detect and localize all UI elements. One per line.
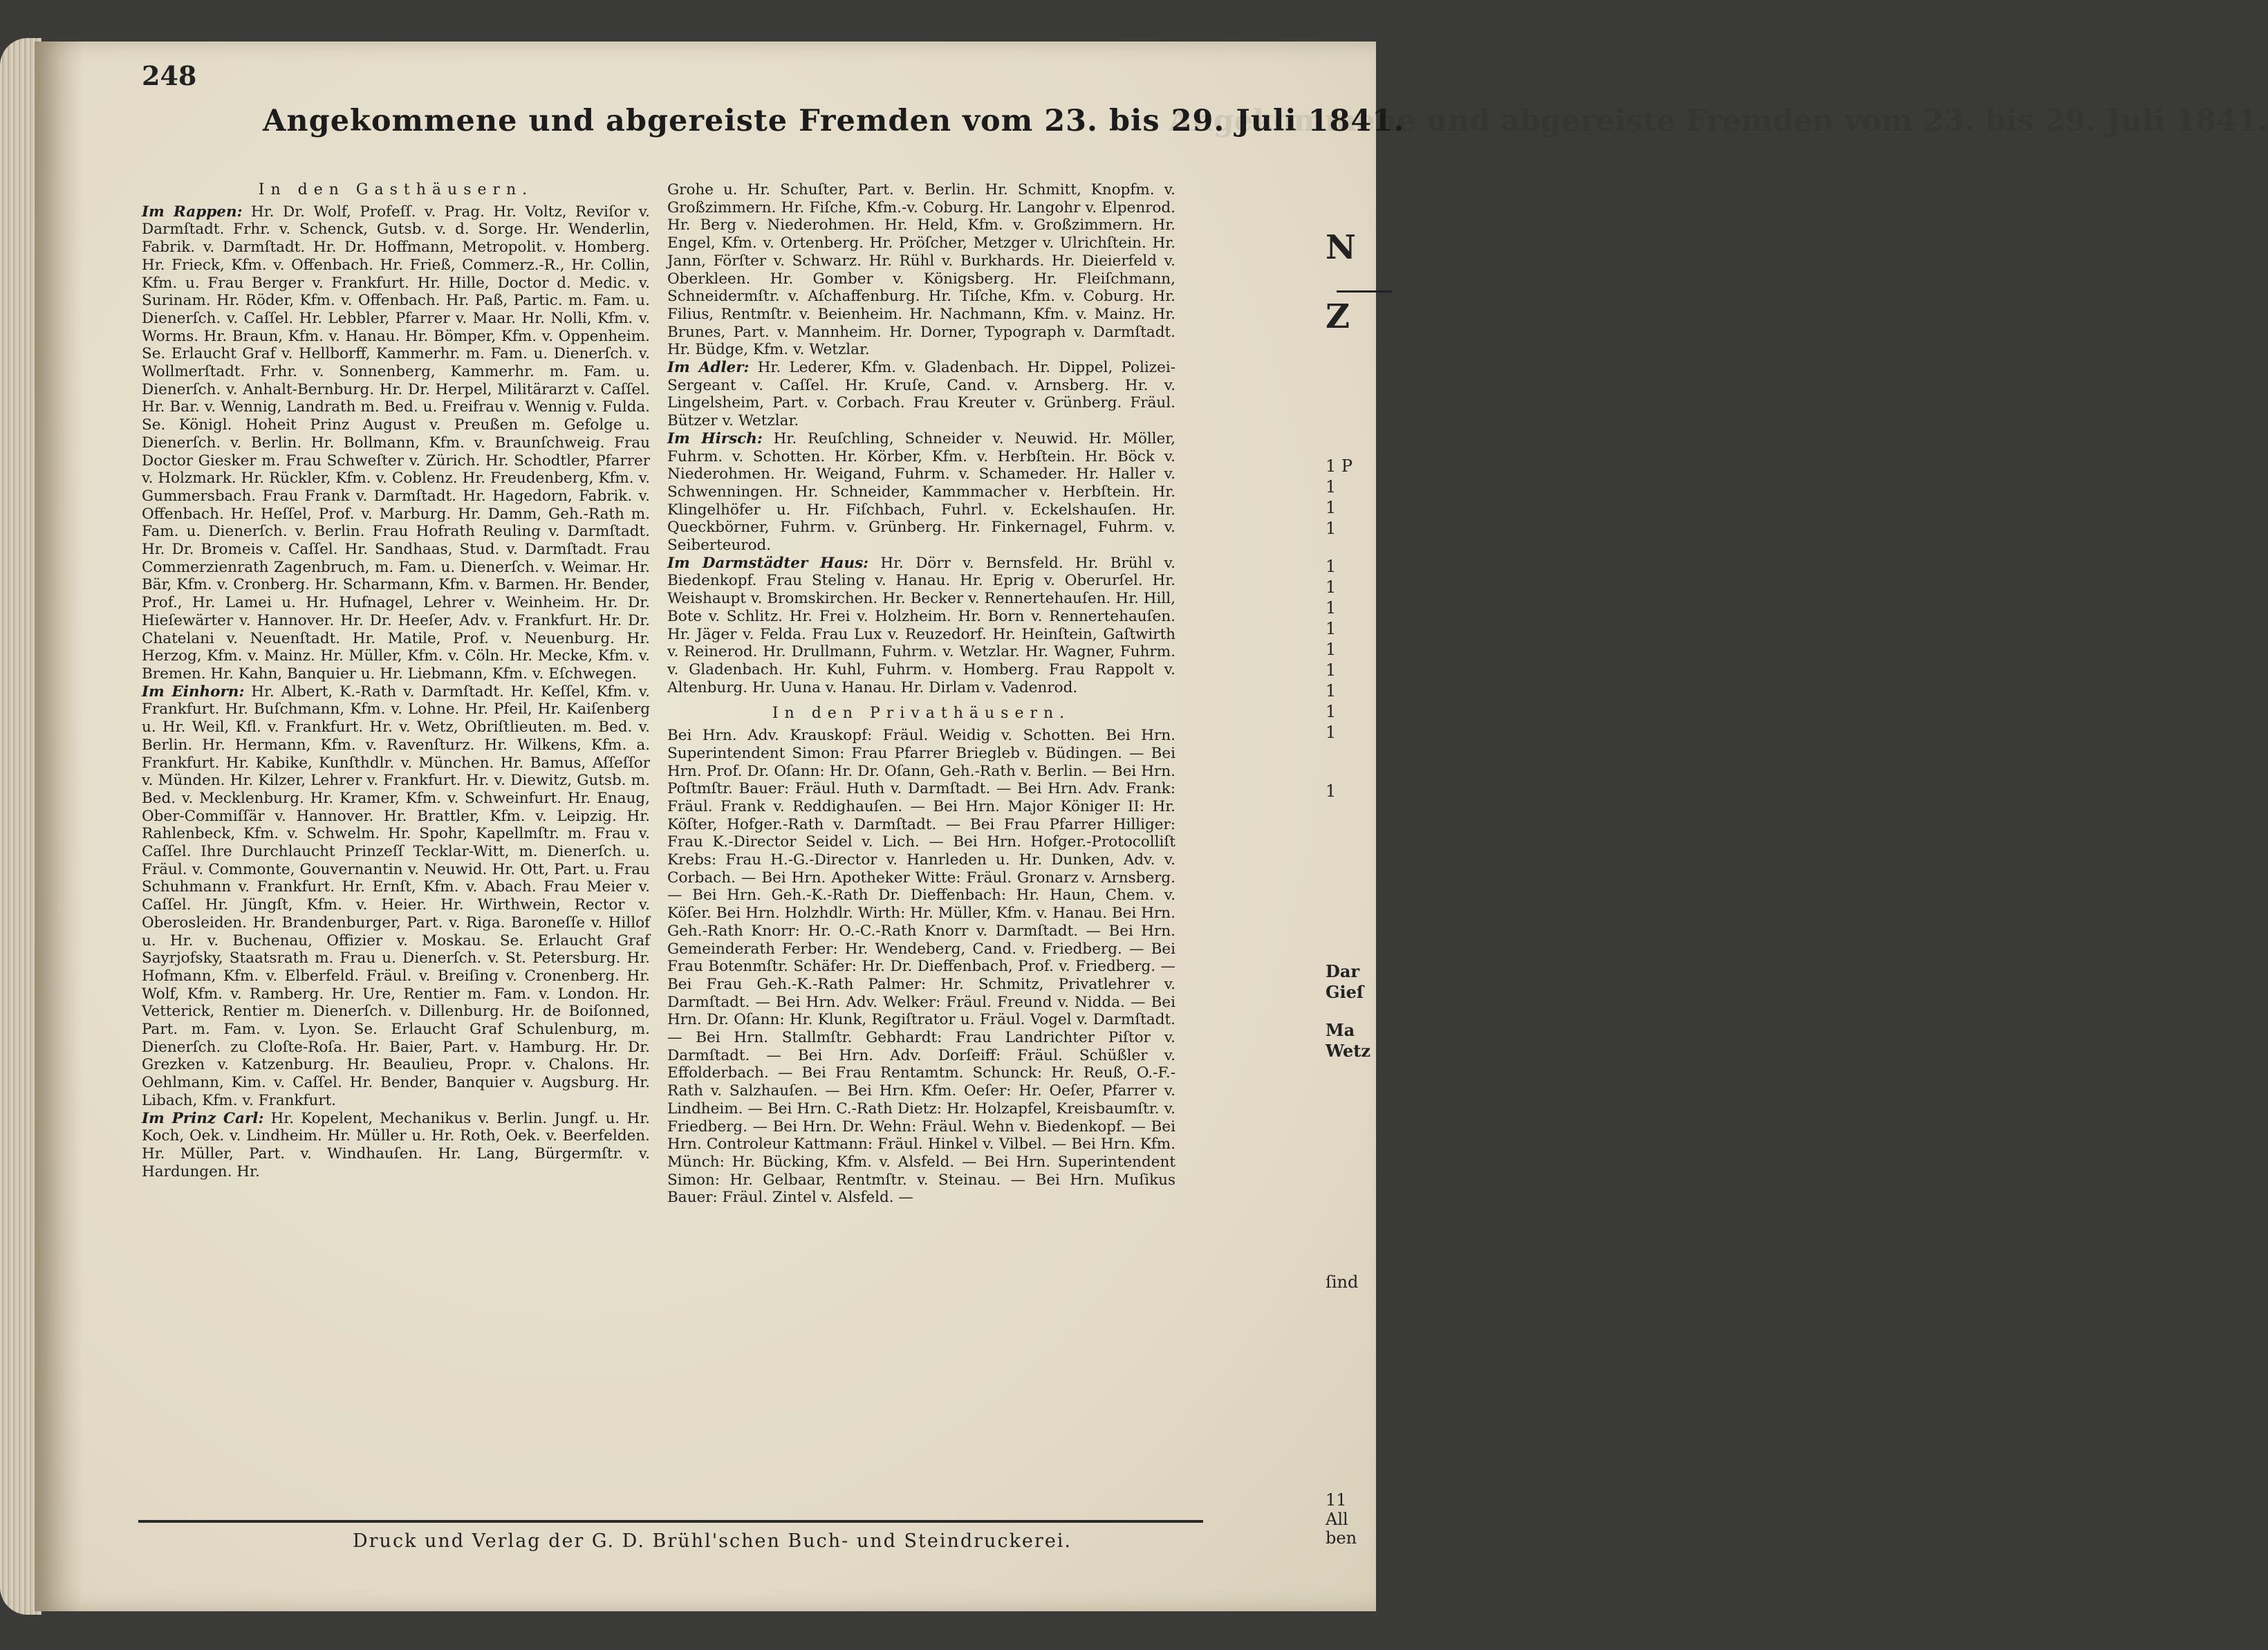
fragment-one: 1 [1326,723,1337,742]
fragment-word: Wetz [1326,1041,1370,1061]
page-number: 248 [142,60,197,91]
fragment-one: 1 [1326,702,1337,721]
right-column [667,181,1175,1443]
fragment-word: ſind [1326,1272,1359,1292]
adjacent-page-fragment [1317,228,1383,1548]
page-title: Angekommene und abgereiste Fremden vom 23. bis 29. Juli 1841. [263,104,1405,138]
guest-list: Hr. Kopelent, Mechanikus v. Berlin. Jungf. u. Hr. Koch, Oek. v. Lindheim. Hr. Müller u. Hr. Roth, Oek. v. Beerfelden. Hr. Müller, Part. v. Windhauſen. Hr. Lang, Bürgermſtr. v. Hardungen. Hr. [142,1109,650,1180]
inn-entry-einhorn [142,683,650,1110]
fragment-one: 1 [1326,557,1337,576]
inn-name: Im Hirsch: [667,429,763,447]
fragment-one: 1 [1326,660,1337,680]
inn-entry-adler [667,359,1175,430]
inn-name: Im Rappen: [142,203,243,221]
fragment-one: 1 [1326,598,1337,618]
guest-list: Grohe u. Hr. Schuſter, Part. v. Berlin. Hr. Schmitt, Knopfm. v. Großzimmern. Hr. Fiſche, Kfm.-v. Coburg. Hr. Langohr v. Elpenrod. Hr. Berg v. Niederohmen. Hr. Held, Kfm. v. Großzimmern. Hr. Engel, Kfm. v. Ortenberg. Hr. Pröſcher, Metzger v. Ulrichſtein. Hr. Jann, Förſter v. Schwarz. Hr. Rühl v. Burkhards. Hr. Dieierfeld v. Oberkleen. Hr. Gomber v. Königsberg. Hr. Fleiſchmann, Schneidermſtr. v. Aſchaffenburg. Hr. Tiſche, Kfm. v. Coburg. Hr. Filius, Rentmſtr. v. Beienheim. Hr. Nachmann, Kfm. v. Mainz. Hr. Brunes, Part. v. Mannheim. Hr. Dorner, Typograph v. Darmſtadt. Hr. Büdge, Kfm. v. Wetzlar. [667,181,1175,359]
inn-name: Im Darmstädter Haus: [667,554,869,572]
fragment-one: 1 [1326,519,1337,538]
inn-entry-hirsch [667,430,1175,555]
fragment-one: 1 [1326,640,1337,659]
fragment-one: 1 [1326,619,1337,638]
fragment-one: 1 [1326,781,1337,801]
fragment-rule [1337,290,1392,293]
guest-list: Hr. Dr. Wolf, Profeſſ. v. Prag. Hr. Voltz, Reviſor v. Darmſtadt. Frhr. v. Schenck, Gutsb. v. d. Sorge. Hr. Wenderlin, Fabrik. v. Darmſtadt. Hr. Dr. Hoffmann, Metropolit. v. Homberg. Hr. Frieck, Kfm. v. Offenbach. Hr. Frieß, Commerz.-R., Hr. Collin, Kfm. u. Frau Berger v. Frankfurt. Hr. Hille, Doctor d. Medic. v. Surinam. Hr. Röder, Kfm. v. Offenbach. Hr. Paß, Partic. m. Fam. u. Dienerſch. v. Caſſel. Hr. Lebbler, Pfarrer v. Maar. Hr. Nolli, Kfm. v. Worms. Hr. Braun, Kfm. v. Hanau. Hr. Bömper, Kfm. v. Oppenheim. Se. Erlaucht Graf v. Hellborff, Kammerhr. m. Fam. u. Dienerſch. v. Wollmerſtadt. Frhr. v. Sonnenberg, Kammerhr. m. Fam. u. Dienerſch. v. Anhalt-Bernburg. Hr. Dr. Herpel, Militärarzt v. Caſſel. Hr. Bar. v. Wennig, Landrath m. Bed. u. Freifrau v. Wennig v. Fulda. Se. Königl. Hoheit Prinz August v. Preußen m. Gefolge u. Dienerſch. v. Berlin. Hr. Bollmann, Kfm. v. Braunſchweig. Frau Doctor Giesker m. Frau Schweſter v. Zürich. Hr. Schodtler, Pfarrer v. Holzmark. Hr. Rückler, Kfm. v. Coblenz. Hr. Freudenberg, Kfm. v. Gummersbach. Frau Frank v. Darmſtadt. Hr. Hagedorn, Fabrik. v. Offenbach. Hr. Heſſel, Prof. v. Marburg. Hr. Damm, Geh.-Rath m. Fam. u. Dienerſch. v. Berlin. Frau Hofrath Reuling v. Darmſtadt. Hr. Dr. Bromeis v. Caſſel. Hr. Sandhaas, Stud. v. Darmſtadt. Frau Commerzienrath Zagenbruch, m. Fam. u. Dienerſch. v. Weimar. Hr. Bär, Kfm. v. Cronberg. Hr. Scharmann, Kfm. v. Barmen. Hr. Bender, Prof., Hr. Lamei u. Hr. Hufnagel, Lehrer v. Weinheim. Hr. Dr. Hieſewärter v. Hannover. Hr. Dr. Heeſer, Adv. v. Frankfurt. Hr. Dr. Chatelani v. Neuenſtadt. Hr. Matile, Prof. v. Neuenburg. Hr. Herzog, Kfm. v. Mainz. Hr. Müller, Kfm. v. Cöln. Hr. Mecke, Kfm. v. Bremen. Hr. Kahn, Banquier u. Hr. Liebmann, Kfm. v. Eſchwegen. [142,203,651,683]
inn-name: Im Prinz Carl: [142,1109,264,1127]
inn-name: Im Adler: [667,359,750,377]
printer-imprint: Druck und Verlag der G. D. Brühl'schen Buch- und Steindruckerei. [353,1530,1072,1552]
fragment-word: Gieſ [1326,982,1364,1002]
fragment-letter: N [1326,228,1356,267]
spine-shadow [35,41,83,1611]
section-heading-private-houses: In den Privathäusern. [772,705,1071,723]
fragment-word: Ma [1326,1020,1355,1040]
private-houses-list: Bei Hrn. Adv. Krauskopf: Fräul. Weidig v. Schotten. Bei Hrn. Superintendent Simon: Frau Pfarrer Briegleb v. Büdingen. — Bei Hrn. Prof. Dr. Oſann: Hr. Dr. Oſann, Geh.-Rath v. Berlin. — Bei Hrn. Poſtmſtr. Bauer: Fräul. Huth v. Darmſtadt. — Bei Hrn. Adv. Frank: Fräul. Frank v. Reddighauſen. — Bei Hrn. Major Königer II: Hr. Köſter, Hofger.-Rath v. Darmſtadt. — Bei Frau Pfarrer Hilliger: Frau K.-Director Seidel v. Lich. — Bei Hrn. Hofger.-Protocolliſt Krebs: Frau H.-G.-Director v. Hanrleden u. Hr. Dunken, Adv. v. Corbach. — Bei Hrn. Apotheker Witte: Fräul. Gronarz v. Arnsberg. — Bei Hrn. Geh.-K.-Rath Dr. Dieffenbach: Hr. Haun, Chem. v. Köſer. Bei Hrn. Holzhdlr. Wirth: Hr. Müller, Kfm. v. Hanau. Bei Hrn. Geh.-Rath Knorr: Hr. O.-C.-Rath Knorr v. Darmſtadt. — Bei Hrn. Gemeinderath Ferber: Hr. Wendeberg, Cand. v. Friedberg. — Bei Frau Botenmſtr. Schäfer: Hr. Dr. Dieffenbach, Prof. v. Friedberg. — Bei Frau Geh.-K.-Rath Palmer: Hr. Schmitz, Privatlehrer v. Darmſtadt. — Bei Hrn. Adv. Welker: Fräul. Freund v. Nidda. — Bei Hrn. Dr. Oſann: Hr. Klunk, Regiſtrator u. Fräul. Vogel v. Darmſtadt. — Bei Hrn. Stallmſtr. Gebhardt: Frau Landrichter Piſtor v. Darmſtadt. — Bei Hrn. Adv. Dorſeiff: Fräul. Schüßler v. Effolderbach. — Bei Frau Rentamtm. Schunck: Hr. Reuß, O.-F.-Rath v. Salzhauſen. — Bei Hrn. Kfm. Oeſer: Hr. Oeſer, Pfarrer v. Lindheim. — Bei Hrn. C.-Rath Dietz: Hr. Holzapfel, Kreisbaumſtr. v. Friedberg. — Bei Hrn. Dr. Wehn: Fräul. Wehn v. Biedenkopf. — Bei Hrn. Controleur Kattmann: Fräul. Hinkel v. Vilbel. — Bei Hrn. Kfm. Münch: Hr. Bücking, Kfm. v. Alsfeld. — Bei Hrn. Superintendent Simon: Hr. Gelbaar, Rentmſtr. v. Steinau. — Bei Hrn. Muſikus Bauer: Fräul. Zintel v. Alsfeld. — [667,727,1175,1207]
bleed-through-title: Angekommene und abgereiste Fremden vom 23. bis 29. Juli 1841. [1169,104,2268,138]
fragment-one: 1 [1326,498,1337,517]
fragment-word: 11 [1326,1490,1347,1510]
footer-rule [138,1520,1203,1523]
left-column [142,181,650,1492]
guest-list: Hr. Albert, K.-Rath v. Darmſtadt. Hr. Keſſel, Kfm. v. Frankfurt. Hr. Buſchmann, Kfm. v. Lohne. Hr. Pfeil, Hr. Kaiſenberg u. Hr. Weil, Kfl. v. Frankfurt. Hr. v. Wetz, Obriſtlieuten. m. Bed. v. Berlin. Hr. Hermann, Kfm. v. Ravenſturz. Hr. Wilkens, Kfm. a. Frankfurt. Hr. Kabike, Kunſthdlr. v. München. Hr. Bamus, Aſſeſſor v. Münden. Hr. Kilzer, Lehrer v. Frankfurt. Hr. v. Diewitz, Gutsb. m. Bed. v. Mecklenburg. Hr. Kramer, Kfm. v. Schweinfurt. Hr. Enaug, Ober-Commiſſär v. Hannover. Hr. Brattler, Kfm. v. Leipzig. Hr. Rahlenbeck, Kfm. v. Schwelm. Hr. Spohr, Kapellmſtr. m. Frau v. Caſſel. Ihre Durchlaucht Prinzeſſ Tecklar-Witt, m. Dienerſch. u. Fräul. v. Commonte, Gouvernantin v. Neuwid. Hr. Ott, Part. u. Frau Schuhmann v. Frankfurt. Hr. Ernſt, Kfm. v. Abach. Frau Meier v. Caſſel. Hr. Jüngſt, Kfm. v. Heier. Hr. Wirthwein, Rector v. Oberosleiden. Hr. Brandenburger, Part. v. Riga. Baroneſſe v. Hillof u. Hr. v. Buchenau, Offizier v. Moskau. Se. Erlaucht Graf Sayrjofsky, Staatsrath m. Frau u. Dienerſch. v. St. Petersburg. Hr. Hofmann, Kfm. v. Elberfeld. Fräul. v. Breiſing v. Cronenberg. Hr. Wolf, Kfm. v. Ramberg. Hr. Ure, Rentier m. Fam. v. London. Hr. Vetterick, Rentier m. Dienerſch. v. Dillenburg. Hr. de Boiſonned, Part. m. Fam. v. Lyon. Se. Erlaucht Graf Schulenburg, m. Dienerſch. zu Cloſte-Roſa. Hr. Baier, Part. v. Hamburg. Hr. Dr. Grezken v. Katzenburg. Hr. Beaulieu, Propr. v. Chalons. Hr. Oehlmann, Kim. v. Caſſel. Hr. Bender, Banquier v. Augsburg. Hr. Libach, Kfm. v. Frankfurt. [142,683,650,1109]
fragment-one: 1 [1326,477,1337,497]
fragment-one: 1 [1326,681,1337,701]
fragment-word: ben [1326,1528,1357,1548]
fragment-one: 1 P [1326,456,1353,476]
guest-list: Hr. Lederer, Kfm. v. Gladenbach. Hr. Dippel, Polizei-Sergeant v. Caſſel. Hr. Kruſe, Cand. v. Arnsberg. Hr. v. Lingelsheim, Part. v. Corbach. Frau Kreuter v. Grünberg. Fräul. Bützer v. Wetzlar. [667,359,1176,430]
fragment-word: All [1326,1510,1348,1529]
fragment-letter: Z [1326,297,1350,336]
inn-entry-rappen [142,203,650,683]
guest-list: Hr. Reuſchling, Schneider v. Neuwid. Hr. Möller, Fuhrm. v. Schotten. Hr. Körber, Kfm. v. Herbſtein. Hr. Böck v. Niederohmen. Hr. Weigand, Fuhrm. v. Schameder. Hr. Haller v. Schwenningen. Hr. Schneider, Kammmacher v. Herbſtein. Hr. Klingelhöfer u. Hr. Fiſchbach, Fuhrl. v. Eckelshauſen. Hr. Queckbörner, Fuhrm. v. Grünberg. Hr. Finkernagel, Fuhrm. v. Seiberteurod. [667,429,1175,555]
inn-entry-darmstaedter-haus [667,555,1175,697]
guest-list: Hr. Dörr v. Bernsfeld. Hr. Brühl v. Biedenkopf. Frau Steling v. Hanau. Hr. Eprig v. Oberurſel. Hr. Weishaupt v. Bromskirchen. Hr. Becker v. Rennertehauſen. Hr. Hill, Bote v. Schlitz. Hr. Frei v. Holzheim. Hr. Born v. Rennertehauſen. Hr. Jäger v. Felda. Frau Lux v. Reuzedorf. Hr. Heinſtein, Gaſtwirth v. Reinerod. Hr. Drullmann, Fuhrm. v. Wetzlar. Hr. Wagner, Fuhrm. v. Gladenbach. Hr. Kuhl, Fuhrm. v. Homberg. Frau Rappolt v. Altenburg. Hr. Uuna v. Hanau. Hr. Dirlam v. Vadenrod. [667,554,1175,696]
fragment-one: 1 [1326,577,1337,597]
inn-entry-continued [667,181,1175,359]
inn-name: Im Einhorn: [142,683,245,701]
inn-entry-prinz-carl [142,1110,650,1181]
section-heading-inns: In den Gasthäusern. [258,181,534,198]
fragment-word: Dar [1326,961,1360,981]
